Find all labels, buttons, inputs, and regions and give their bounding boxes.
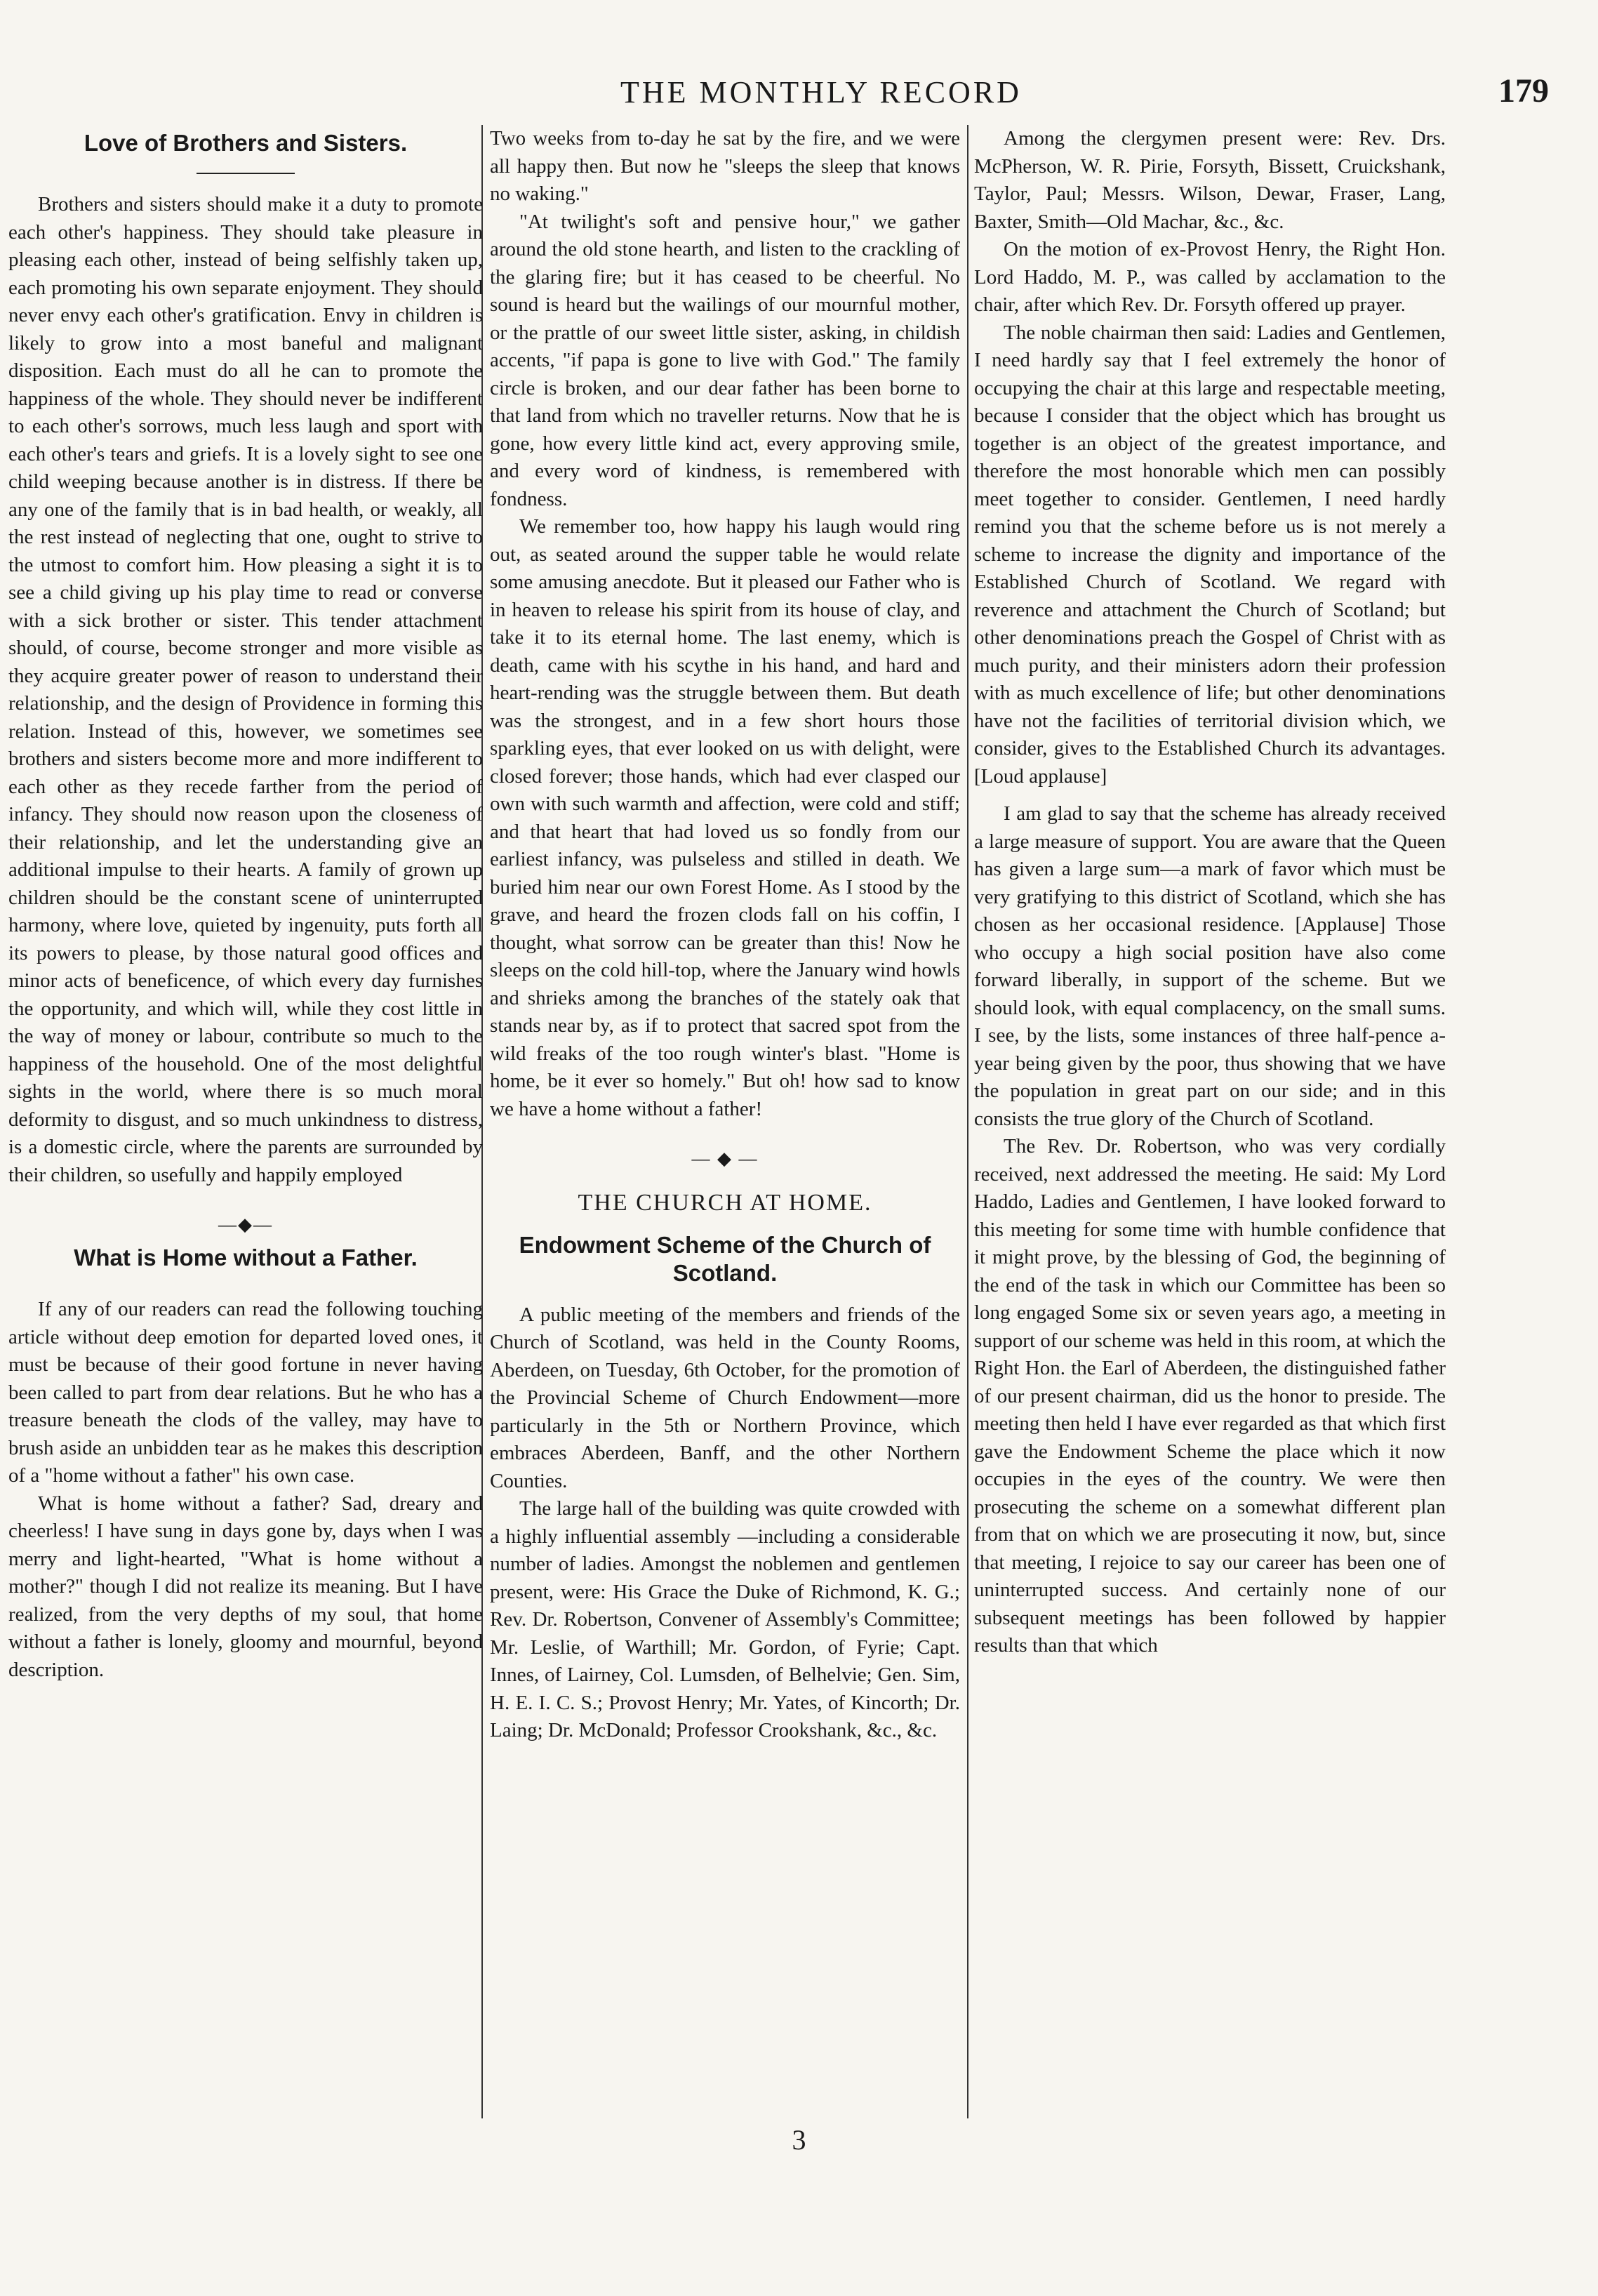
article-paragraph: "At twilight's soft and pensive hour," we gather around the old stone hearth, and listen to the crackling of the glaring fire; but it has ceased to be cheerful. No sound is heard but the wailings of our mournful mother, or the prattle of our sweet little sister, asking, in childish accents, "if papa is gone to live with God." The family circle is broken, and our dear father has been borne to that land from which no traveller returns. Now that he is gone, how every little kind act, every approving smile, and every word of kindness, is remembered with fondness. [490,210,960,510]
signature-mark: 3 [792,2124,806,2156]
article-title-home-without-father: What is Home without a Father. [74,1245,418,1270]
article-paragraph: We remember too, how happy his laugh would ring out, as seated around the supper table he would relate some amusing anecdote. But it pleased our Father who is in heaven to release his spirit from its house of clay, and take it to its eternal home. The last enemy, which is death, came with his scythe in his hand, and hard and heart-rending was the struggle between them. But death was the strongest, and in a few short hours those sparkling eyes, that ever looked on us with delight, were closed forever; those hands, which had ever clasped our own with such warmth and affection, were cold and stiff; and that heart that had loved us so fondly from our earliest infancy, was pulseless and stilled in death. We buried him near our own Forest Home. As I stood by the grave, and heard the frozen clods fall on his coffin, I thought, what sorrow can be greater than this! Now he sleeps on the cold hill-top, where the January wind howls and shrieks among the branches of the stately oak that stands near by, as if to protect that sacred spot from the wild freaks of the too rough winter's blast. "Home is home, be it ever so homely." But oh! how sad to know we have a home without a father! [490,515,960,1120]
article-title-endowment-scheme: Endowment Scheme of the Church of Scotland. [519,1231,931,1286]
column-left [8,125,483,2125]
article-paragraph: Two weeks from to-day he sat by the fire, and we were all happy then. But now he "sleeps the sleep that knows no waking." [490,127,960,205]
article-paragraph: On the motion of ex-Provost Henry, the Right Hon. Lord Haddo, M. P., was called by acclamation to the chair, after which Rev. Dr. Forsyth offered up prayer. [974,238,1446,316]
article-paragraph: Brothers and sisters should make it a duty to promote each other's happiness. They should take pleasure in pleasing each other, instead of being selfishly taken up, each promoting his own separate enjoyment. They should never envy each other's gratification. Envy in children is likely to grow into a most baneful and malignant disposition. Each must do all he can to promote the happiness of the whole. They should never be indifferent to each other's sorrows, much less laugh and sport with each other's tears and griefs. It is a lovely sight to see one child weeping because another is in distress. If there be any one of the family that is in bad health, or weakly, all the rest instead of neglecting that one, ought to strive to the utmost to comfort him. How pleasing a sight it is to see a child giving up his play time to read or converse with a sick brother or sister. This tender attachment should, of course, become stronger and more visible as they acquire greater power of reason to understand their relationship, and the design of Providence in forming this relation. Instead of this, however, we sometimes see brothers and sisters become more and more indifferent to each other as they recede farther from the period of infancy. They should now reason upon the closeness of their relationship, and let the understanding give an additional impulse to their hearts. A family of grown up children should be the constant scene of uninterrupted harmony, where love, quieted by ingenuity, puts forth all its powers to please, by those natural good offices and minor acts of beneficence, of which every day furnishes the opportunity, and which will, while they cost little in the way of money or labour, contribute so much to the happiness of the household. One of the most delightful sights in the world, where there is so much moral deformity to disgust, and so much unkindness to distress, is a domestic circle, where the parents are surrounded by their children, so usefully and happily employed [8,193,483,1186]
article-paragraph: A public meeting of the members and friends of the Church of Scotland, was held in the County Rooms, Aberdeen, on Tuesday, 6th October, for the promotion of the Provincial Scheme of Church Endowment—more particularly in the 5th or Northern Province, which embraces Aberdeen, Banff, and the other Northern Counties. [490,1303,960,1492]
article-paragraph: Among the clergymen present were: Rev. Drs. McPherson, W. R. Pirie, Forsyth, Bissett, Cruickshank, Taylor, Paul; Messrs. Wilson, Dewar, Fraser, Lang, Baxter, Smith—Old Machar, &c., &c. [974,127,1446,233]
ornament-divider: — ◆ — [691,1148,759,1169]
article-paragraph: The noble chairman then said: Ladies and Gentlemen, I need hardly say that I feel extremely the honor of occupying the chair at this large and respectable meeting, because I consider that the object which has brought us together is an object of the greatest importance, and therefore the most honorable which men can possibly meet together to consider. Gentlemen, I need hardly remind you that the scheme before us is not merely a scheme to increase the dignity and importance of the Established Church of Scotland. We regard with reverence and attachment the Church of Scotland; but other denominations preach the Gospel of Christ with as much purity, and their ministers adorn their profession with as much excellence of life; but other denominations have not the facilities of territorial division which, we consider, gives to the Established Church its advantages. [Loud applause] [974,321,1446,788]
title-rule [197,173,295,174]
section-title-church-at-home: THE CHURCH AT HOME. [578,1190,872,1216]
article-paragraph: What is home without a father? Sad, dreary and cheerless! I have sung in days gone by, days when I was merry and light-hearted, "What is home without a mother?" though I did not realize its meaning. But I have realized, from the very depths of my soul, that home without a father is lonely, gloomy and mournful, beyond description. [8,1492,483,1681]
article-paragraph: The Rev. Dr. Robertson, who was very cordially received, next addressed the meeting. He said: My Lord Haddo, Ladies and Gentlemen, I have looked forward to this meeting for some time with humble confidence that it might prove, by the blessing of God, the beginning of the end of the task in which our Committee has been so long engaged Some six or seven years ago, a meeting in support of our scheme was held in this room, at which the Right Hon. the Earl of Aberdeen, the distinguished father of our present chairman, did us the honor to preside. The meeting then held I have ever regarded as that which first gave the Endowment Scheme the place which it now occupies in the eyes of the country. We were then prosecuting the scheme on a somewhat different plan from that on which we are prosecuting it now, but, since that meeting, I rejoice to say our career has been one of uninterrupted success. And certainly none of our subsequent meetings has been followed by happier results than that which [974,1135,1446,1657]
running-title: THE MONTHLY RECORD [620,75,1022,110]
column-middle [483,125,960,2125]
ornament-divider: —◆— [218,1214,273,1235]
article-paragraph: The large hall of the building was quite crowded with a highly influential assembly —including a considerable number of ladies. Amongst the noblemen and gentlemen present, were: His Grace the Duke of Richmond, K. G.; Rev. Dr. Robertson, Convener of Assembly's Committee; Mr. Leslie, of Warthill; Mr. Gordon, of Fyrie; Capt. Innes, of Lairney, Col. Lumsden, of Belhelvie; Gen. Sim, H. E. I. C. S.; Provost Henry; Mr. Yates, of Kincorth; Dr. Laing; Dr. McDonald; Professor Crookshank, &c., &c. [490,1497,960,1741]
page-number: 179 [1498,72,1549,110]
article-title-love-of-brothers: Love of Brothers and Sisters. [84,130,408,156]
column-right [967,125,1446,2125]
article-paragraph: If any of our readers can read the following touching article without deep emotion for departed loved ones, it must be because of their good fortune in never having been called to part from dear relations. But he who has a treasure beneath the clods of the valley, may have to brush aside an unbidden tear as he makes this description of a "home without a father" his own case. [8,1298,483,1487]
article-paragraph: I am glad to say that the scheme has already received a large measure of support. You are aware that the Queen has given a large sum—a mark of favor which must be very gratifying to this district of Scotland, which she has chosen as her occasional residence. [Applause] Those who occupy a high social position have also come forward liberally, in support of the scheme. But we should look, with equal complacency, on the small sums. I see, by the lists, some instances of three half-pence a-year being given by the poor, thus showing that we have the population in great part on our side; and in this consists the true glory of the Church of Scotland. [974,802,1446,1130]
page-header [0,70,1598,119]
